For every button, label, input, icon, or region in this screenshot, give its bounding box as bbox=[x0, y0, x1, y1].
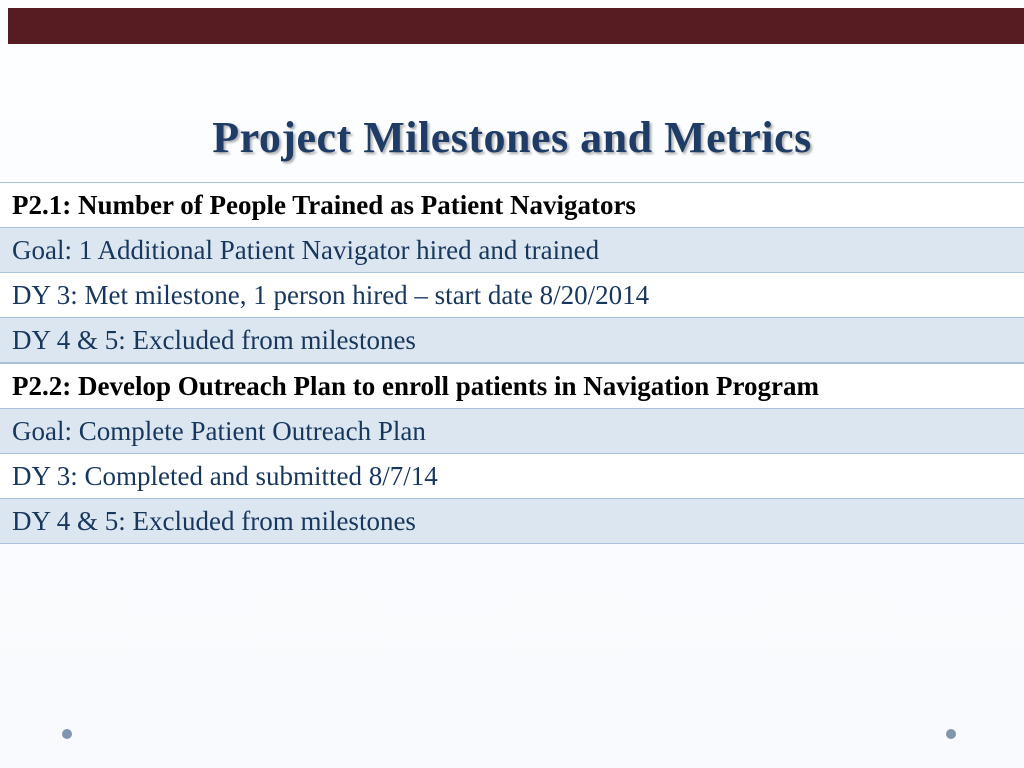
table-row-dy3-p22: DY 3: Completed and submitted 8/7/14 bbox=[0, 454, 1024, 499]
top-accent-bar bbox=[8, 8, 1024, 44]
milestones-table bbox=[0, 182, 1024, 544]
slide-title: Project Milestones and Metrics bbox=[212, 113, 812, 162]
table-row-metric-p22: P2.2: Develop Outreach Plan to enroll patients in Navigation Program bbox=[0, 363, 1024, 409]
decorative-dot-right bbox=[946, 729, 956, 739]
table-row-dy3-p21: DY 3: Met milestone, 1 person hired – start date 8/20/2014 bbox=[0, 273, 1024, 318]
decorative-dot-left bbox=[62, 729, 72, 739]
table-row-goal-p22: Goal: Complete Patient Outreach Plan bbox=[0, 409, 1024, 454]
table-row-dy45-p21: DY 4 & 5: Excluded from milestones bbox=[0, 318, 1024, 363]
table-row-metric-p21: P2.1: Number of People Trained as Patient Navigators bbox=[0, 182, 1024, 228]
table-row-dy45-p22: DY 4 & 5: Excluded from milestones bbox=[0, 499, 1024, 544]
table-row-goal-p21: Goal: 1 Additional Patient Navigator hired and trained bbox=[0, 228, 1024, 273]
